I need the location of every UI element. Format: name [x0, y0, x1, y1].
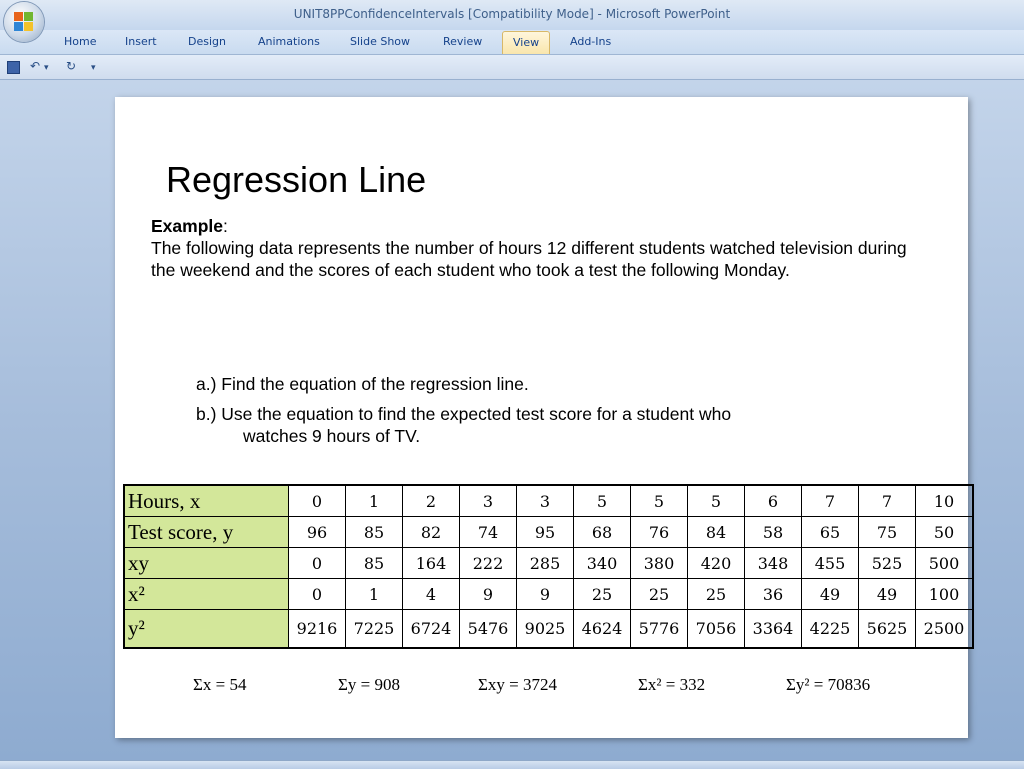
table-cell: 420 [688, 548, 745, 579]
table-row-xy [124, 548, 973, 579]
sum-x: Σx = 54 [193, 675, 247, 694]
example-text-box[interactable] [151, 215, 911, 281]
table-cell: 525 [859, 548, 916, 579]
table-cell: 6724 [403, 610, 460, 649]
table-cell: 2500 [916, 610, 974, 649]
table-cell: 285 [517, 548, 574, 579]
table-cell: 5 [574, 485, 631, 517]
sum-x-squared: Σx² = 332 [638, 675, 706, 694]
table-cell: 4225 [802, 610, 859, 649]
table-cell: 4 [403, 579, 460, 610]
customize-toolbar-icon[interactable]: ▾ [91, 63, 96, 73]
example-label: Example [151, 216, 223, 236]
table-cell: 82 [403, 517, 460, 548]
table-cell: 1 [346, 485, 403, 517]
tab-review[interactable]: Review [443, 35, 483, 48]
question-b[interactable]: b.) Use the equation to find the expected test score for a student who [196, 404, 732, 424]
table-cell: 340 [574, 548, 631, 579]
table-cell: 85 [346, 548, 403, 579]
table-cell: 0 [289, 579, 346, 610]
table-cell: 7056 [688, 610, 745, 649]
table-cell: 36 [745, 579, 802, 610]
table-cell: 100 [916, 579, 974, 610]
office-logo-icon [14, 12, 34, 32]
tab-view[interactable]: View [502, 31, 550, 54]
tab-insert[interactable]: Insert [125, 35, 157, 48]
office-button[interactable] [4, 2, 44, 42]
table-cell: 5 [631, 485, 688, 517]
table-cell: 58 [745, 517, 802, 548]
table-row-test-score [124, 517, 973, 548]
sum-xy: Σxy = 3724 [478, 675, 557, 694]
question-a[interactable]: a.) Find the equation of the regression line. [196, 374, 529, 394]
example-colon: : [222, 216, 228, 236]
table-cell: 7 [859, 485, 916, 517]
window-title: UNIT8PPConfidenceIntervals [Compatibility Mode] - Microsoft PowerPoint [293, 7, 731, 21]
table-row-y-squared [124, 610, 973, 649]
table-cell: 3 [517, 485, 574, 517]
table-cell: 455 [802, 548, 859, 579]
table-cell: 5776 [631, 610, 688, 649]
undo-icon[interactable]: ↶ [30, 59, 41, 73]
table-cell: 348 [745, 548, 802, 579]
table-cell: 1 [346, 579, 403, 610]
title-bar [0, 0, 1024, 30]
ribbon-tabs [0, 30, 1024, 55]
table-cell: 75 [859, 517, 916, 548]
table-cell: 74 [460, 517, 517, 548]
data-table[interactable] [123, 484, 974, 649]
tab-home[interactable]: Home [64, 35, 97, 48]
tab-animations[interactable]: Animations [258, 35, 320, 48]
table-cell: 164 [403, 548, 460, 579]
table-cell: 5 [688, 485, 745, 517]
row-label-xy: xy [124, 548, 289, 579]
slide-title[interactable]: Regression Line [166, 159, 427, 200]
table-row-hours [124, 485, 973, 517]
row-label-x-squared: x² [124, 579, 289, 610]
table-cell: 76 [631, 517, 688, 548]
example-description: The following data represents the number of hours 12 different students watched television during the weekend and the scores of each student who took a test the following Monday. [151, 238, 907, 280]
table-cell: 85 [346, 517, 403, 548]
table-cell: 96 [289, 517, 346, 548]
table-cell: 3364 [745, 610, 802, 649]
table-cell: 9025 [517, 610, 574, 649]
quick-access-toolbar [0, 55, 1024, 80]
table-cell: 25 [631, 579, 688, 610]
table-cell: 0 [289, 485, 346, 517]
question-b-continued[interactable]: watches 9 hours of TV. [243, 426, 421, 446]
table-cell: 10 [916, 485, 974, 517]
table-cell: 9 [460, 579, 517, 610]
table-cell: 65 [802, 517, 859, 548]
table-cell: 380 [631, 548, 688, 579]
table-row-x-squared [124, 579, 973, 610]
row-label-test-score: Test score, y [124, 517, 289, 548]
table-cell: 25 [688, 579, 745, 610]
tab-slide-show[interactable]: Slide Show [350, 35, 411, 48]
table-cell: 2 [403, 485, 460, 517]
tab-design[interactable]: Design [188, 35, 226, 48]
table-cell: 6 [745, 485, 802, 517]
table-cell: 9 [517, 579, 574, 610]
tab-add-ins[interactable]: Add-Ins [570, 35, 612, 48]
table-cell: 3 [460, 485, 517, 517]
table-cell: 222 [460, 548, 517, 579]
table-cell: 0 [289, 548, 346, 579]
row-label-hours: Hours, x [124, 485, 289, 517]
table-cell: 7225 [346, 610, 403, 649]
table-cell: 95 [517, 517, 574, 548]
table-cell: 50 [916, 517, 974, 548]
table-cell: 84 [688, 517, 745, 548]
sum-y-squared: Σy² = 70836 [786, 675, 871, 694]
table-cell: 25 [574, 579, 631, 610]
table-cell: 49 [859, 579, 916, 610]
table-cell: 7 [802, 485, 859, 517]
table-cell: 500 [916, 548, 974, 579]
table-cell: 4624 [574, 610, 631, 649]
table-cell: 5476 [460, 610, 517, 649]
table-cell: 49 [802, 579, 859, 610]
table-cell: 5625 [859, 610, 916, 649]
redo-icon[interactable]: ↻ [66, 59, 77, 73]
undo-dropdown-icon[interactable]: ▾ [44, 63, 49, 73]
sum-y: Σy = 908 [338, 675, 400, 694]
table-cell: 9216 [289, 610, 346, 649]
table-cell: 68 [574, 517, 631, 548]
row-label-y-squared: y² [124, 610, 289, 649]
save-icon[interactable] [7, 61, 20, 74]
